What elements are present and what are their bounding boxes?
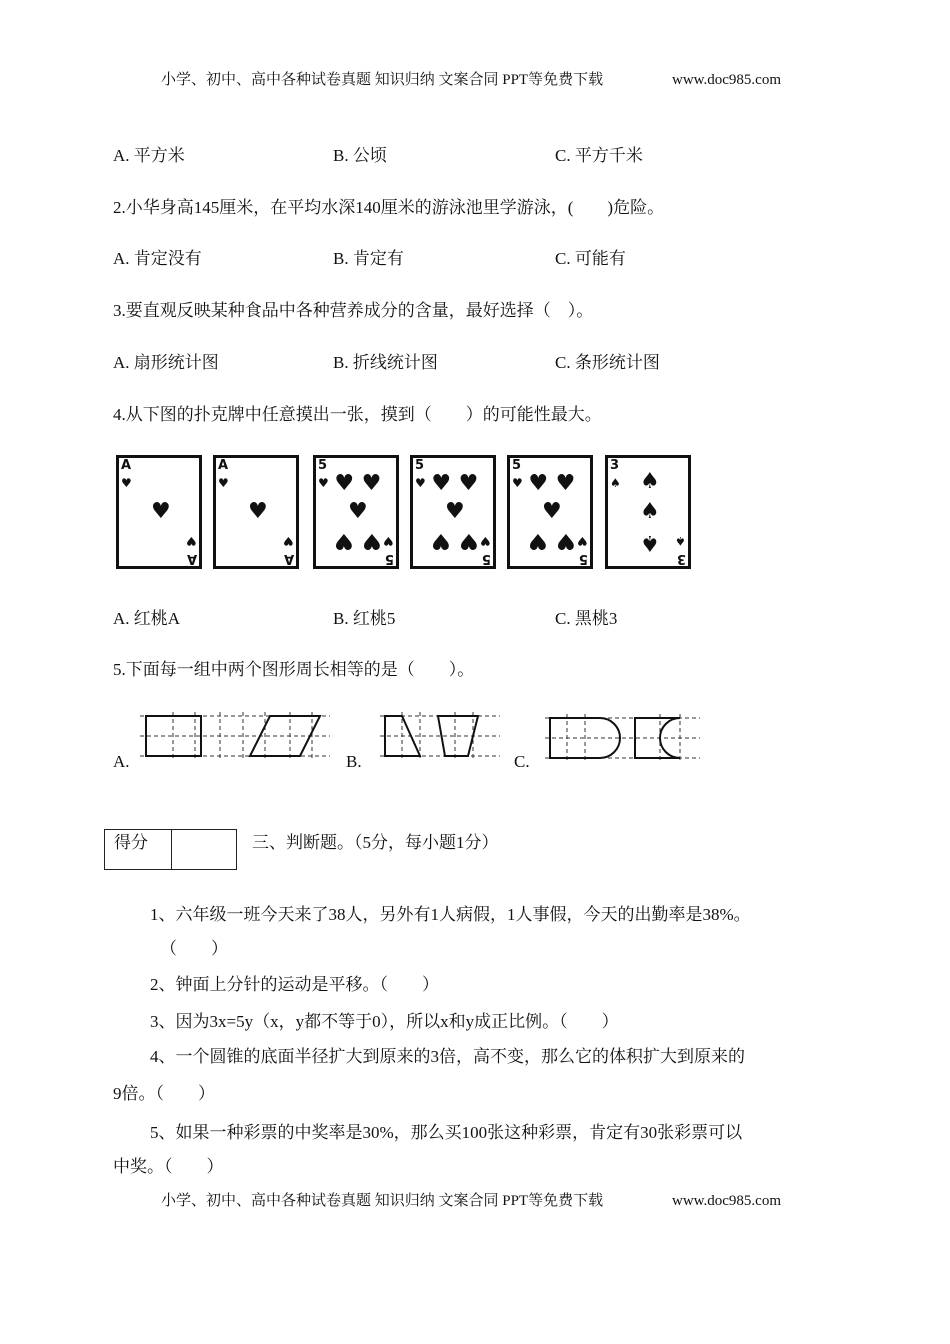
question-3: 3.要直观反映某种食品中各种营养成分的含量，最好选择（ ）。 [113, 301, 594, 320]
page-header: 小学、初中、高中各种试卷真题 知识归纳 文案合同 PPT等免费下载 [161, 72, 604, 88]
heart-icon: ♥ [431, 528, 452, 554]
page-footer: 小学、初中、高中各种试卷真题 知识归纳 文案合同 PPT等免费下载 [161, 1193, 604, 1209]
question-4: 4.从下图的扑克牌中任意摸出一张，摸到（ ）的可能性最大。 [113, 405, 602, 424]
heart-icon: ♥ [577, 534, 588, 548]
card-rank: 5 [578, 551, 588, 566]
heart-icon: ♥ [283, 534, 294, 548]
card-rank: 5 [481, 551, 491, 566]
q2-option-c: C. 可能有 [555, 249, 626, 268]
judgement-1: 1、六年级一班今天来了38人，另外有1人病假，1人事假，今天的出勤率是38%。 [150, 905, 751, 924]
heart-icon: ♥ [218, 476, 229, 490]
heart-icon: ♥ [361, 528, 382, 554]
footer-url: www.doc985.com [672, 1193, 782, 1209]
q3-option-a: A. 扇形统计图 [113, 353, 219, 372]
playing-card [213, 455, 299, 569]
judgement-5: 5、如果一种彩票的中奖率是30%，那么买100张这种彩票，肯定有30张彩票可以 [150, 1123, 743, 1142]
card-rank: A [186, 551, 197, 566]
q1-option-a: A. 平方米 [113, 146, 185, 165]
spade-icon: ♠ [640, 468, 660, 494]
spade-icon: ♠ [675, 534, 686, 548]
playing-card [313, 455, 399, 569]
score-divider [171, 830, 172, 869]
spade-icon: ♠ [640, 530, 660, 556]
score-box [104, 829, 237, 870]
heart-icon: ♥ [383, 534, 394, 548]
card-rank: 3 [676, 551, 686, 566]
card-rank: 5 [384, 551, 394, 566]
q1-option-b: B. 公顷 [333, 146, 387, 165]
card-rank: 5 [512, 458, 522, 473]
playing-card [410, 455, 496, 569]
heart-icon: ♥ [445, 499, 465, 524]
parallelogram-shape [250, 716, 320, 756]
heart-icon: ♥ [480, 534, 491, 548]
heart-icon: ♥ [121, 476, 132, 490]
heart-icon: ♥ [318, 476, 329, 490]
q2-option-a: A. 肯定没有 [113, 249, 202, 268]
judgement-4: 4、一个圆锥的底面半径扩大到原来的3倍，高不变，那么它的体积扩大到原来的 [150, 1047, 745, 1066]
q1-option-c: C. 平方千米 [555, 146, 643, 165]
judgement-5-cont: 中奖。（ ） [113, 1157, 224, 1176]
heart-icon: ♥ [528, 470, 549, 496]
q5-label-c: C. [514, 752, 530, 771]
heart-icon: ♥ [334, 470, 355, 496]
heart-icon: ♥ [334, 528, 355, 554]
q5-label-b: B. [346, 752, 362, 771]
judgement-1-blank: （ ） [160, 939, 228, 958]
q5-label-a: A. [113, 752, 130, 771]
judgement-3: 3、因为3x=5y（x，y都不等于0），所以x和y成正比例。（ ） [150, 1012, 619, 1031]
question-2: 2.小华身高145厘米，在平均水深140厘米的游泳池里学游泳，( )危险。 [113, 198, 665, 217]
heart-icon: ♥ [528, 528, 549, 554]
card-rank: A [218, 458, 229, 473]
question-5: 5.下面每一组中两个图形周长相等的是（ ）。 [113, 660, 475, 679]
heart-icon: ♥ [348, 499, 368, 524]
card-rank: A [283, 551, 294, 566]
heart-icon: ♥ [555, 528, 576, 554]
heart-icon: ♥ [361, 470, 382, 496]
heart-icon: ♥ [431, 470, 452, 496]
card-rank: 5 [318, 458, 328, 473]
heart-icon: ♥ [415, 476, 426, 490]
q4-option-a: A. 红桃A [113, 609, 181, 628]
playing-card [507, 455, 593, 569]
q3-option-c: C. 条形统计图 [555, 353, 660, 372]
score-label: 得分 [114, 833, 148, 852]
perimeter-figures [140, 708, 700, 770]
heart-icon: ♥ [458, 528, 479, 554]
section-3-title: 三、判断题。（5分，每小题1分） [252, 833, 499, 852]
judgement-2: 2、钟面上分针的运动是平移。（ ） [150, 975, 439, 994]
heart-icon: ♥ [151, 499, 171, 524]
heart-icon: ♥ [555, 470, 576, 496]
q2-option-b: B. 肯定有 [333, 249, 404, 268]
judgement-4-cont: 9倍。（ ） [113, 1084, 215, 1103]
playing-card [605, 455, 691, 569]
q4-option-b: B. 红桃5 [333, 609, 396, 628]
header-url: www.doc985.com [672, 72, 782, 88]
spade-icon: ♠ [640, 499, 660, 524]
heart-icon: ♥ [186, 534, 197, 548]
q3-option-b: B. 折线统计图 [333, 353, 438, 372]
spade-icon: ♠ [610, 476, 621, 490]
card-rank: A [121, 458, 132, 473]
playing-card [116, 455, 202, 569]
card-rank: 3 [610, 458, 620, 473]
heart-icon: ♥ [512, 476, 523, 490]
q4-option-c: C. 黑桃3 [555, 609, 618, 628]
heart-icon: ♥ [248, 499, 268, 524]
card-rank: 5 [415, 458, 425, 473]
heart-icon: ♥ [542, 499, 562, 524]
heart-icon: ♥ [458, 470, 479, 496]
